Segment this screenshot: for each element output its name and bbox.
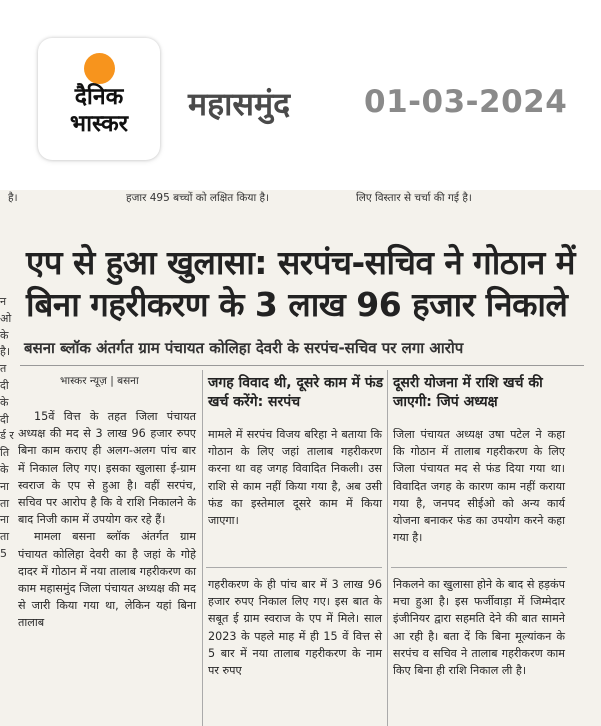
byline: भास्कर न्यूज़ | बसना (60, 375, 139, 387)
column-3-title: दूसरी योजना में राशि खर्च की जाएगी: जिपं अध्यक्ष (393, 375, 543, 410)
column-divider (387, 370, 388, 726)
article-subheadline: बसना ब्लॉक अंतर्गत ग्राम पंचायत कोलिहा देवरी के सरपंच-सचिव पर लगा आरोप (24, 339, 464, 357)
box-divider (391, 567, 567, 568)
city-title: महासमुंद (188, 85, 291, 123)
paragraph: मामला बसना ब्लॉक अंतर्गत ग्राम पंचायत कोलिहा देवरी का है जहां के गोहे दादर में गोठान में नया तालाब गहरीकरण का काम महासमुंद जिला पंचायत अध्यक्ष की मद से जारी किया गया था, लेकिन यहां बिना तालाब (18, 530, 196, 630)
column-1 (18, 408, 196, 632)
column-3 (393, 576, 565, 679)
edition-date: 01-03-2024 (364, 84, 568, 120)
top-fragment-left: है। (8, 192, 18, 204)
paragraph: निकलने का खुलासा होने के बाद से हड़कंप मचा हुआ है। इस फर्जीवाड़ा में जिम्मेदार इंजीनियर द्वारा सहमति देने की बात सामने आ रही है। बता दें कि बिना मूल्यांकन के सरपंच व सचिव ने तालाब गहरीकरण काम किए बिना ही राशि निकाल ली है। (393, 578, 565, 678)
box-divider (206, 567, 382, 568)
logo-wordmark: दैनिक भास्कर (69, 84, 129, 137)
paragraph: 15वें वित्त के तहत जिला पंचायत अध्यक्ष की मद से 3 लाख 96 हजार रुपए बिना काम कराए ही अलग-अलग पांच बार में निकाल लिए गए। इसका खुलासा ई-ग्राम स्वराज के एप से हुआ है। वहीं सरपंच, सचिव पर आरोप है कि वे राशि निकालने के बाद निजी काम में उपयोग कर रहे हैं। (18, 410, 196, 527)
column-divider (202, 370, 203, 726)
article-headline: एप से हुआ खुलासा: सरपंच-सचिव ने गोठान में बिना गहरीकरण के 3 लाख 96 हजार निकाले (26, 243, 576, 324)
column-2 (208, 576, 382, 679)
app-header (0, 0, 601, 190)
newspaper-clipping (0, 190, 601, 726)
paragraph: मामले में सरपंच विजय बरिहा ने बताया कि गोठान के लिए जहां तालाब गहरीकरण करना था वह जगह विवादित निकली। उस राशि से काम नहीं किया गया है, अब उसी फंड का इस्तेमाल दूसरे काम में किया जाएगा। (208, 428, 382, 528)
divider (20, 365, 584, 366)
column-2-box (208, 426, 382, 529)
column-2-title: जगह विवाद थी, दूसरे काम में फंड खर्च करेंगे: सरपंच (208, 375, 384, 410)
column-3-box (393, 426, 565, 546)
left-edge-fragments: न ओ के है। त दी के दी र्ड र ति के ना ता ना ता 5 (0, 295, 14, 560)
sun-icon (84, 53, 115, 84)
dainik-bhaskar-logo[interactable] (38, 38, 160, 160)
top-fragment-right: लिए विस्तार से चर्चा की गई है। (356, 192, 472, 204)
paragraph: जिला पंचायत अध्यक्ष उषा पटेल ने कहा कि गोठान में तालाब गहरीकरण के लिए जिला पंचायत मद से फंड दिया गया था। विवादित जगह के कारण काम नहीं कराया गया है, जनपद सीईओ को अन्य कार्य योजना बनाकर फंड का उपयोग करने कहा गया है। (393, 428, 565, 545)
paragraph: गहरीकरण के ही पांच बार में 3 लाख 96 हजार रुपए निकाल लिए गए। इस बात के सबूत ई ग्राम स्वराज के एप में मिले। साल 2023 के पहले माह में ही 15 वें वित्त से 5 बार में नया तालाब गहरीकरण के नाम पर रुपए (208, 578, 382, 678)
top-fragment-middle: हजार 495 बच्चों को लक्षित किया है। (126, 192, 270, 204)
